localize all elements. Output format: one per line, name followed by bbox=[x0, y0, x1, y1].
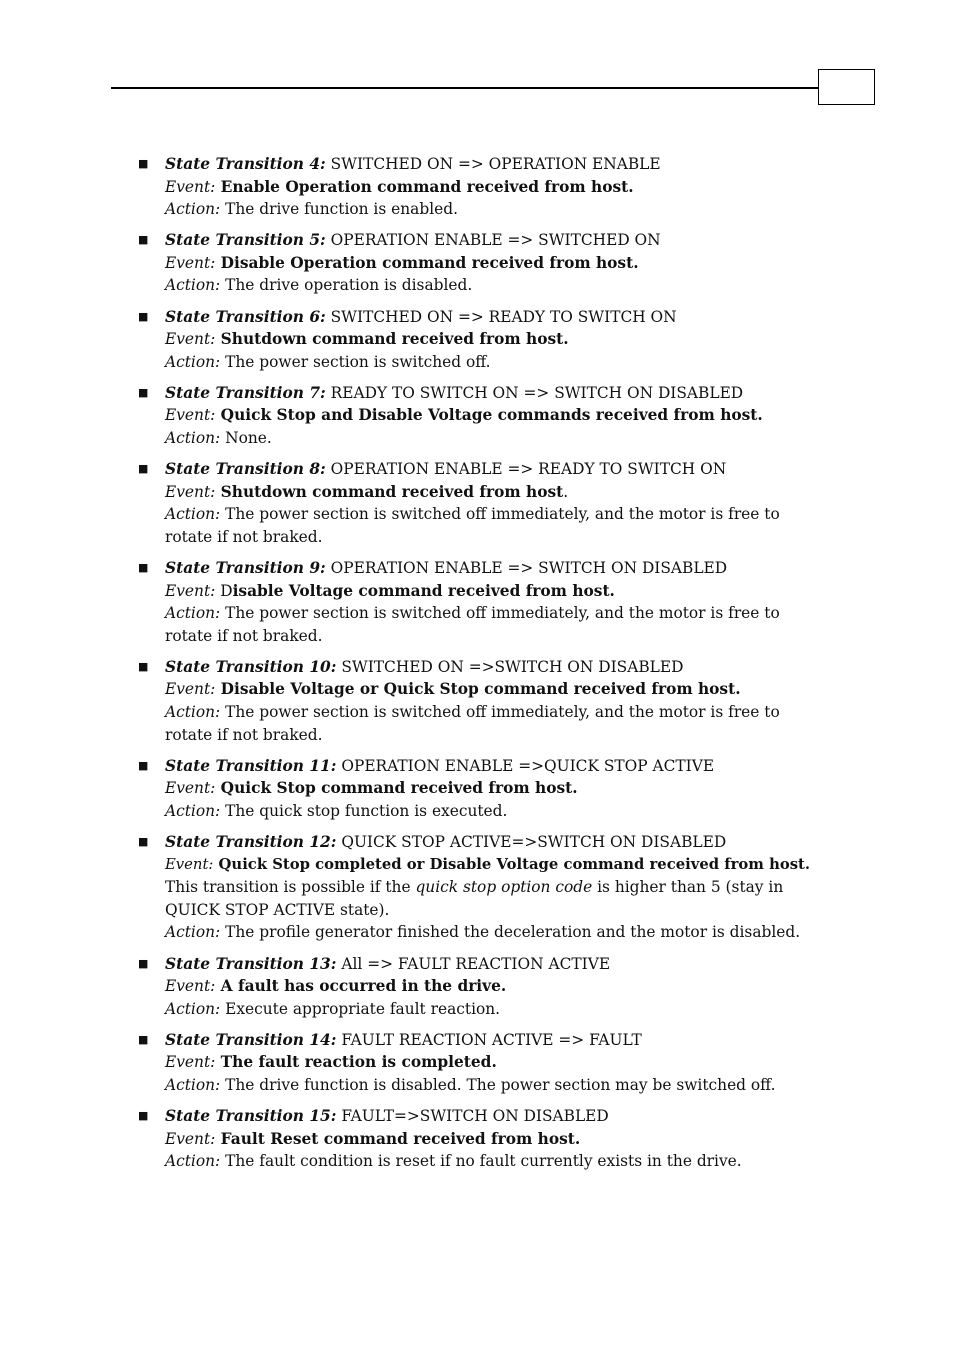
list-item bbox=[0, 1029, 815, 1097]
event-label: Event: bbox=[165, 330, 216, 349]
action-text: None. bbox=[220, 429, 272, 448]
note-text: This transition is possible if the bbox=[165, 878, 416, 897]
event-line bbox=[165, 481, 815, 504]
event-line bbox=[165, 1051, 815, 1074]
event-line bbox=[165, 975, 815, 998]
list-item bbox=[0, 458, 815, 548]
transition-text: FAULT=>SWITCH ON DISABLED bbox=[336, 1107, 609, 1126]
bullet-icon: ■ bbox=[138, 561, 149, 574]
list-item bbox=[0, 831, 815, 944]
action-text: Execute appropriate fault reaction. bbox=[220, 999, 501, 1018]
action-label: Action: bbox=[165, 1152, 221, 1171]
event-line bbox=[165, 328, 815, 351]
action-text: The quick stop function is executed. bbox=[220, 801, 508, 820]
action-label: Action: bbox=[165, 801, 221, 820]
transition-line bbox=[165, 229, 815, 252]
action-line bbox=[165, 503, 815, 548]
transition-line bbox=[165, 1105, 815, 1128]
transition-label: State Transition 4: bbox=[165, 155, 326, 173]
event-label: Event: bbox=[165, 406, 216, 425]
action-line bbox=[165, 198, 815, 221]
transition-line bbox=[165, 458, 815, 481]
action-label: Action: bbox=[165, 703, 221, 722]
event-text: isable Voltage command received from host. bbox=[232, 581, 615, 600]
event-label: Event: bbox=[165, 680, 216, 699]
event-text: Quick Stop and Disable Voltage commands received from host. bbox=[215, 406, 763, 425]
event-text: Enable Operation command received from host. bbox=[215, 177, 634, 196]
action-label: Action: bbox=[165, 200, 221, 219]
action-text: The drive function is enabled. bbox=[220, 200, 458, 219]
action-line bbox=[165, 998, 815, 1021]
action-text: The power section is switched off immediately, and the motor is free to rotate if not braked. bbox=[165, 604, 780, 645]
event-label: Event: bbox=[165, 977, 216, 996]
event-text: Quick Stop completed or Disable Voltage command received from host. bbox=[213, 855, 811, 873]
bullet-icon: ■ bbox=[138, 157, 149, 170]
event-label: Event: bbox=[165, 1129, 216, 1148]
event-label: Event: bbox=[165, 482, 216, 501]
transition-label: State Transition 8: bbox=[165, 460, 326, 479]
transition-label: State Transition 7: bbox=[165, 383, 326, 402]
bullet-icon: ■ bbox=[138, 659, 149, 673]
page-number-box bbox=[818, 69, 875, 105]
event-line bbox=[165, 252, 815, 275]
action-line bbox=[165, 701, 815, 746]
action-text: The drive function is disabled. The power section may be switched off. bbox=[220, 1075, 776, 1094]
action-line bbox=[165, 1150, 815, 1173]
action-line bbox=[165, 1074, 815, 1097]
transition-label: State Transition 14: bbox=[165, 1030, 337, 1049]
list-item bbox=[0, 306, 815, 374]
action-label: Action: bbox=[165, 999, 221, 1018]
note-italic: quick stop option code bbox=[415, 878, 593, 897]
transition-text: All => FAULT REACTION ACTIVE bbox=[336, 954, 611, 973]
list-item bbox=[0, 153, 815, 221]
transition-line bbox=[165, 382, 815, 405]
bullet-icon: ■ bbox=[138, 309, 149, 323]
header-rule bbox=[111, 87, 819, 89]
bullet-icon: ■ bbox=[138, 233, 149, 247]
transition-label: State Transition 15: bbox=[165, 1107, 337, 1126]
transition-list bbox=[0, 153, 954, 1181]
action-line bbox=[165, 602, 815, 647]
action-label: Action: bbox=[165, 604, 221, 623]
action-line bbox=[165, 921, 815, 944]
transition-text: OPERATION ENABLE =>QUICK STOP ACTIVE bbox=[336, 756, 715, 775]
list-item bbox=[0, 1105, 815, 1173]
event-line bbox=[165, 580, 815, 603]
action-label: Action: bbox=[165, 923, 221, 942]
event-text: Disable Operation command received from host. bbox=[215, 253, 639, 272]
transition-text: QUICK STOP ACTIVE=>SWITCH ON DISABLED bbox=[336, 833, 727, 852]
action-text: The drive operation is disabled. bbox=[220, 276, 473, 295]
transition-text: SWITCHED ON => READY TO SWITCH ON bbox=[325, 307, 677, 326]
bullet-icon: ■ bbox=[138, 758, 149, 772]
event-text: Disable Voltage or Quick Stop command received from host. bbox=[215, 680, 741, 699]
event-head: D bbox=[215, 581, 233, 600]
bullet-icon: ■ bbox=[138, 462, 149, 476]
list-item bbox=[0, 656, 815, 746]
action-text: The profile generator finished the deceleration and the motor is disabled. bbox=[220, 923, 801, 942]
transition-line bbox=[165, 656, 815, 679]
event-text: Shutdown command received from host bbox=[215, 482, 564, 501]
transition-line bbox=[165, 1029, 815, 1052]
event-label: Event: bbox=[165, 177, 216, 196]
transition-label: State Transition 11: bbox=[165, 756, 337, 775]
transition-text: OPERATION ENABLE => SWITCHED ON bbox=[325, 231, 661, 250]
event-line bbox=[165, 777, 815, 800]
transition-text: OPERATION ENABLE => SWITCH ON DISABLED bbox=[325, 559, 728, 577]
action-line bbox=[165, 800, 815, 823]
action-line bbox=[165, 427, 815, 450]
event-label: Event: bbox=[165, 855, 214, 873]
note-line bbox=[165, 876, 815, 921]
list-item bbox=[0, 229, 815, 297]
event-line bbox=[165, 678, 815, 701]
transition-text: OPERATION ENABLE => READY TO SWITCH ON bbox=[325, 460, 727, 479]
action-label: Action: bbox=[165, 276, 221, 295]
action-text: The power section is switched off immediately, and the motor is free to rotate if not braked. bbox=[165, 505, 780, 546]
action-label: Action: bbox=[165, 1075, 221, 1094]
action-label: Action: bbox=[165, 352, 221, 371]
bullet-icon: ■ bbox=[138, 1032, 149, 1046]
action-line bbox=[165, 274, 815, 297]
bullet-icon: ■ bbox=[138, 1109, 149, 1123]
transition-label: State Transition 10: bbox=[165, 657, 337, 676]
event-text: The fault reaction is completed. bbox=[215, 1053, 497, 1072]
event-label: Event: bbox=[165, 1053, 216, 1072]
transition-text: READY TO SWITCH ON => SWITCH ON DISABLED bbox=[325, 383, 744, 402]
transition-label: State Transition 12: bbox=[165, 833, 337, 852]
bullet-icon: ■ bbox=[138, 835, 149, 849]
event-line bbox=[165, 404, 815, 427]
action-line bbox=[165, 351, 815, 374]
transition-line bbox=[165, 557, 815, 580]
event-label: Event: bbox=[165, 779, 216, 798]
event-text: Fault Reset command received from host. bbox=[215, 1129, 581, 1148]
event-label: Event: bbox=[165, 253, 216, 272]
transition-line bbox=[165, 755, 815, 778]
transition-label: State Transition 5: bbox=[165, 231, 326, 250]
action-label: Action: bbox=[165, 429, 221, 448]
transition-label: State Transition 6: bbox=[165, 307, 326, 326]
event-label: Event: bbox=[165, 581, 216, 600]
event-line bbox=[165, 854, 815, 877]
event-text: Quick Stop command received from host. bbox=[215, 779, 578, 798]
bullet-icon: ■ bbox=[138, 956, 149, 970]
event-tail: . bbox=[563, 482, 569, 501]
list-item bbox=[0, 382, 815, 450]
transition-label: State Transition 13: bbox=[165, 954, 337, 973]
list-item bbox=[0, 755, 815, 823]
transition-line bbox=[165, 153, 815, 176]
transition-line bbox=[165, 306, 815, 329]
transition-text: FAULT REACTION ACTIVE => FAULT bbox=[336, 1030, 642, 1049]
transition-label: State Transition 9: bbox=[165, 559, 326, 577]
note-text-end: is higher than 5 (stay in QUICK STOP ACTIVE state). bbox=[165, 878, 784, 919]
transition-line bbox=[165, 953, 815, 976]
transition-text: SWITCHED ON => OPERATION ENABLE bbox=[325, 155, 661, 173]
list-item bbox=[0, 557, 815, 647]
event-line bbox=[165, 176, 815, 199]
list-item bbox=[0, 953, 815, 1021]
event-text: A fault has occurred in the drive. bbox=[215, 977, 507, 996]
action-text: The fault condition is reset if no fault currently exists in the drive. bbox=[220, 1152, 742, 1171]
event-text: Shutdown command received from host. bbox=[215, 330, 569, 349]
transition-line bbox=[165, 831, 815, 854]
action-text: The power section is switched off immediately, and the motor is free to rotate if not braked. bbox=[165, 703, 780, 744]
bullet-icon: ■ bbox=[138, 385, 149, 399]
transition-text: SWITCHED ON =>SWITCH ON DISABLED bbox=[336, 657, 684, 676]
action-text: The power section is switched off. bbox=[220, 352, 491, 371]
action-label: Action: bbox=[165, 505, 221, 524]
event-line bbox=[165, 1128, 815, 1151]
